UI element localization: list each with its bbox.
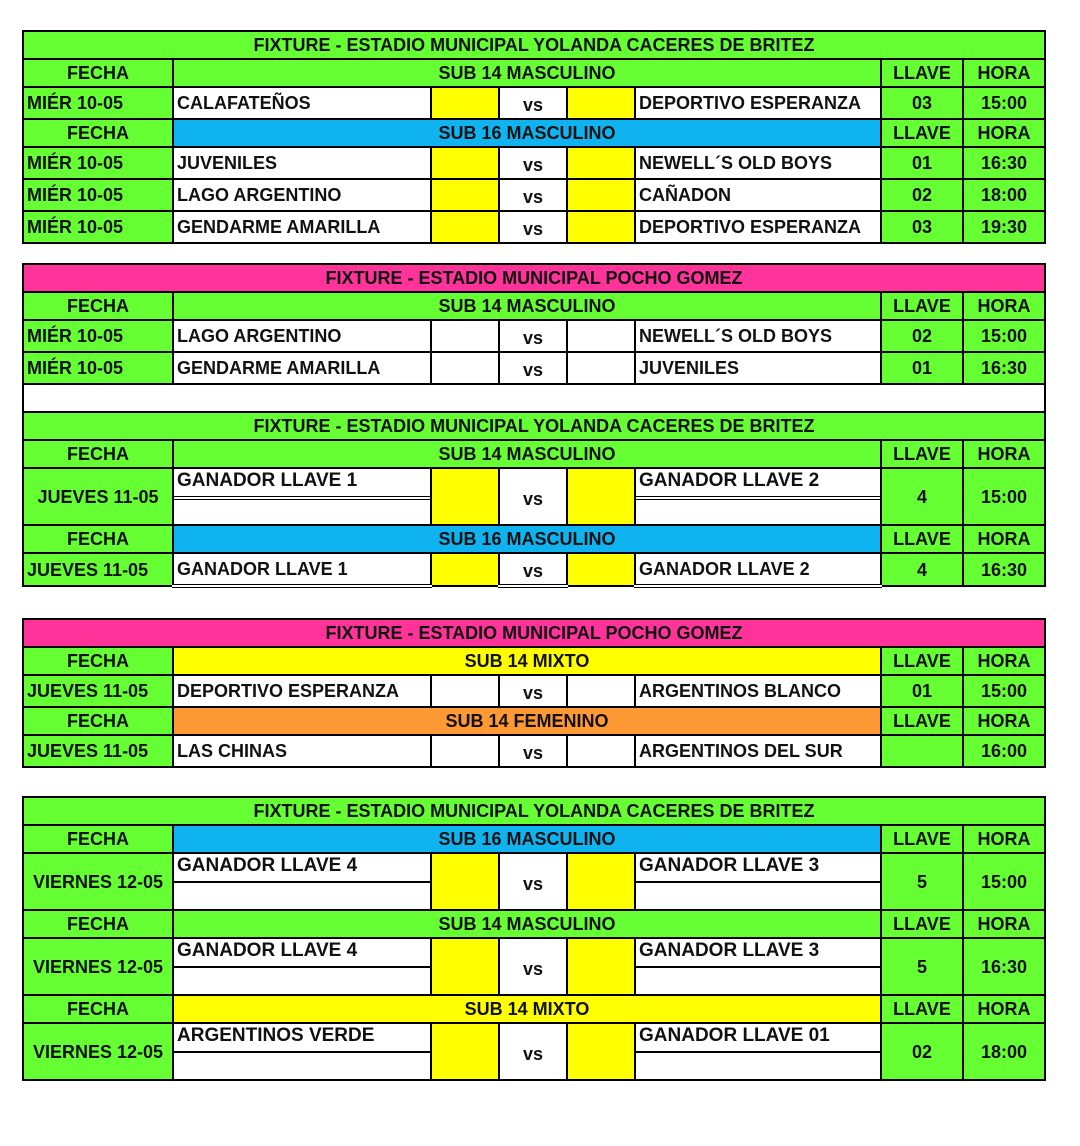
category-header-row <box>23 119 1045 147</box>
match-llave: 4 <box>881 468 963 525</box>
home-team: GANADOR LLAVE 1 <box>177 470 358 491</box>
category-header-row <box>23 647 1045 675</box>
hora-header: HORA <box>963 647 1045 675</box>
match-date: MIÉR 10-05 <box>23 147 173 179</box>
match-row <box>23 853 1045 910</box>
llave-header: LLAVE <box>881 525 963 553</box>
match-llave: 03 <box>881 87 963 119</box>
home-score-cell <box>431 468 499 525</box>
match-date: VIERNES 12-05 <box>23 853 173 910</box>
category-label: SUB 16 MASCULINO <box>173 119 881 147</box>
home-team: LAGO ARGENTINO <box>173 320 431 352</box>
home-score-cell <box>431 553 499 586</box>
away-team-cell <box>635 468 881 525</box>
fecha-header: FECHA <box>23 707 173 735</box>
llave-header: LLAVE <box>881 647 963 675</box>
away-score-cell <box>567 1023 635 1080</box>
match-llave: 01 <box>881 147 963 179</box>
match-hora: 16:30 <box>963 553 1045 586</box>
away-score-cell <box>567 853 635 910</box>
category-header-row <box>23 292 1045 320</box>
away-score-cell <box>567 938 635 995</box>
match-hora: 18:00 <box>963 179 1045 211</box>
home-team: GANADOR LLAVE 4 <box>177 940 358 961</box>
llave-header: LLAVE <box>881 440 963 468</box>
fixture-title-row <box>23 412 1045 440</box>
match-row <box>23 735 1045 767</box>
match-hora: 19:30 <box>963 211 1045 243</box>
home-score-cell <box>431 675 499 707</box>
match-llave <box>881 735 963 767</box>
match-hora: 16:30 <box>963 352 1045 384</box>
home-score-cell <box>431 735 499 767</box>
fixture-table-2 <box>22 263 1046 588</box>
match-hora: 16:30 <box>963 938 1045 995</box>
fecha-header: FECHA <box>23 825 173 853</box>
match-llave: 5 <box>881 938 963 995</box>
away-team-cell <box>635 1023 881 1080</box>
fecha-header: FECHA <box>23 119 173 147</box>
match-date: JUEVES 11-05 <box>23 735 173 767</box>
category-label: SUB 16 MASCULINO <box>173 825 881 853</box>
match-hora: 16:30 <box>963 147 1045 179</box>
home-team-blank <box>174 966 430 992</box>
away-score-cell <box>567 320 635 352</box>
vs-label: vs <box>499 853 567 910</box>
match-llave: 02 <box>881 320 963 352</box>
hora-header: HORA <box>963 825 1045 853</box>
vs-label: vs <box>499 1023 567 1080</box>
fecha-header: FECHA <box>23 59 173 87</box>
vs-label: vs <box>499 211 567 243</box>
fixture-title-row <box>23 797 1045 825</box>
match-date: JUEVES 11-05 <box>23 468 173 525</box>
fixture-title: FIXTURE - ESTADIO MUNICIPAL POCHO GOMEZ <box>23 619 1045 647</box>
match-hora: 15:00 <box>963 87 1045 119</box>
hora-header: HORA <box>963 910 1045 938</box>
category-label: SUB 14 MASCULINO <box>173 440 881 468</box>
away-score-cell <box>567 735 635 767</box>
home-team-blank <box>174 1051 430 1077</box>
away-team-blank <box>636 966 880 992</box>
hora-header: HORA <box>963 119 1045 147</box>
vs-label: vs <box>499 468 567 525</box>
fixture-title: FIXTURE - ESTADIO MUNICIPAL YOLANDA CACERES DE BRITEZ <box>23 797 1045 825</box>
home-score-cell <box>431 352 499 384</box>
match-hora: 15:00 <box>963 468 1045 525</box>
hora-header: HORA <box>963 440 1045 468</box>
away-team-blank <box>636 496 880 524</box>
hora-header: HORA <box>963 707 1045 735</box>
home-score-cell <box>431 179 499 211</box>
vs-label: vs <box>499 147 567 179</box>
home-team-blank <box>174 496 430 524</box>
away-score-cell <box>567 211 635 243</box>
hora-header: HORA <box>963 59 1045 87</box>
match-hora: 18:00 <box>963 1023 1045 1080</box>
vs-label: vs <box>499 553 567 586</box>
away-team: ARGENTINOS DEL SUR <box>635 735 881 767</box>
match-date: VIERNES 12-05 <box>23 938 173 995</box>
match-row <box>23 211 1045 243</box>
match-row <box>23 87 1045 119</box>
match-llave: 4 <box>881 553 963 586</box>
away-score-cell <box>567 468 635 525</box>
match-llave: 5 <box>881 853 963 910</box>
match-llave: 01 <box>881 675 963 707</box>
match-date: MIÉR 10-05 <box>23 179 173 211</box>
home-team: JUVENILES <box>173 147 431 179</box>
match-hora: 15:00 <box>963 853 1045 910</box>
home-team: GANADOR LLAVE 1 <box>173 553 431 586</box>
home-team: DEPORTIVO ESPERANZA <box>173 675 431 707</box>
match-row <box>23 147 1045 179</box>
llave-header: LLAVE <box>881 825 963 853</box>
match-row <box>23 553 1045 586</box>
home-team-cell <box>173 853 431 910</box>
llave-header: LLAVE <box>881 292 963 320</box>
away-team: DEPORTIVO ESPERANZA <box>635 211 881 243</box>
fixture-table-3 <box>22 618 1046 768</box>
away-team: GANADOR LLAVE 3 <box>639 940 820 961</box>
match-row <box>23 468 1045 525</box>
fixture-title: FIXTURE - ESTADIO MUNICIPAL YOLANDA CACERES DE BRITEZ <box>23 412 1045 440</box>
home-score-cell <box>431 211 499 243</box>
home-score-cell <box>431 1023 499 1080</box>
home-score-cell <box>431 853 499 910</box>
match-row <box>23 938 1045 995</box>
hora-header: HORA <box>963 525 1045 553</box>
match-llave: 02 <box>881 1023 963 1080</box>
home-team-cell <box>173 468 431 525</box>
away-score-cell <box>567 179 635 211</box>
away-score-cell <box>567 553 635 586</box>
llave-header: LLAVE <box>881 995 963 1023</box>
away-team: GANADOR LLAVE 2 <box>639 470 820 491</box>
category-label: SUB 14 MIXTO <box>173 995 881 1023</box>
away-team: ARGENTINOS BLANCO <box>635 675 881 707</box>
hora-header: HORA <box>963 292 1045 320</box>
away-score-cell <box>567 675 635 707</box>
home-score-cell <box>431 938 499 995</box>
spacer-row <box>23 384 1045 412</box>
vs-label: vs <box>499 675 567 707</box>
match-llave: 01 <box>881 352 963 384</box>
home-score-cell <box>431 320 499 352</box>
home-team: LAS CHINAS <box>173 735 431 767</box>
away-team-cell <box>635 853 881 910</box>
match-date: VIERNES 12-05 <box>23 1023 173 1080</box>
fecha-header: FECHA <box>23 910 173 938</box>
category-header-row <box>23 707 1045 735</box>
match-hora: 16:00 <box>963 735 1045 767</box>
category-header-row <box>23 59 1045 87</box>
vs-label: vs <box>499 735 567 767</box>
match-hora: 15:00 <box>963 675 1045 707</box>
vs-label: vs <box>499 938 567 995</box>
match-row <box>23 675 1045 707</box>
category-label: SUB 14 MASCULINO <box>173 59 881 87</box>
fecha-header: FECHA <box>23 525 173 553</box>
vs-label: vs <box>499 352 567 384</box>
llave-header: LLAVE <box>881 910 963 938</box>
match-date: MIÉR 10-05 <box>23 87 173 119</box>
away-team: DEPORTIVO ESPERANZA <box>635 87 881 119</box>
away-team: CAÑADON <box>635 179 881 211</box>
home-team: GENDARME AMARILLA <box>173 352 431 384</box>
home-team-cell <box>173 938 431 995</box>
match-date: JUEVES 11-05 <box>23 553 173 586</box>
match-row <box>23 320 1045 352</box>
away-team: GANADOR LLAVE 3 <box>639 855 820 876</box>
category-header-row <box>23 825 1045 853</box>
away-team: NEWELL´S OLD BOYS <box>635 320 881 352</box>
fecha-header: FECHA <box>23 440 173 468</box>
match-llave: 03 <box>881 211 963 243</box>
fecha-header: FECHA <box>23 292 173 320</box>
category-header-row <box>23 525 1045 553</box>
away-team-blank <box>636 1051 880 1077</box>
fixture-title-row <box>23 619 1045 647</box>
llave-header: LLAVE <box>881 119 963 147</box>
home-team-cell <box>173 1023 431 1080</box>
fixture-title: FIXTURE - ESTADIO MUNICIPAL YOLANDA CACERES DE BRITEZ <box>23 31 1045 59</box>
match-date: MIÉR 10-05 <box>23 211 173 243</box>
fecha-header: FECHA <box>23 995 173 1023</box>
llave-header: LLAVE <box>881 59 963 87</box>
away-team: NEWELL´S OLD BOYS <box>635 147 881 179</box>
fixture-table-4 <box>22 796 1046 1081</box>
home-score-cell <box>431 87 499 119</box>
fecha-header: FECHA <box>23 647 173 675</box>
fixture-title-row <box>23 264 1045 292</box>
home-team: ARGENTINOS VERDE <box>177 1025 375 1046</box>
match-date: JUEVES 11-05 <box>23 675 173 707</box>
home-score-cell <box>431 147 499 179</box>
hora-header: HORA <box>963 995 1045 1023</box>
category-header-row <box>23 440 1045 468</box>
away-score-cell <box>567 87 635 119</box>
match-row <box>23 352 1045 384</box>
away-score-cell <box>567 147 635 179</box>
away-team-blank <box>636 881 880 907</box>
away-score-cell <box>567 352 635 384</box>
category-header-row <box>23 995 1045 1023</box>
match-hora: 15:00 <box>963 320 1045 352</box>
category-label: SUB 14 MASCULINO <box>173 910 881 938</box>
home-team-blank <box>174 881 430 907</box>
category-header-row <box>23 910 1045 938</box>
vs-label: vs <box>499 320 567 352</box>
home-team: GENDARME AMARILLA <box>173 211 431 243</box>
away-team: GANADOR LLAVE 01 <box>639 1025 830 1046</box>
category-label: SUB 14 MIXTO <box>173 647 881 675</box>
category-label: SUB 16 MASCULINO <box>173 525 881 553</box>
away-team: JUVENILES <box>635 352 881 384</box>
fixture-table-1 <box>22 30 1046 244</box>
match-date: MIÉR 10-05 <box>23 352 173 384</box>
llave-header: LLAVE <box>881 707 963 735</box>
match-row <box>23 1023 1045 1080</box>
home-team: CALAFATEÑOS <box>173 87 431 119</box>
home-team: GANADOR LLAVE 4 <box>177 855 358 876</box>
away-team: GANADOR LLAVE 2 <box>635 553 881 586</box>
vs-label: vs <box>499 87 567 119</box>
match-llave: 02 <box>881 179 963 211</box>
vs-label: vs <box>499 179 567 211</box>
away-team-cell <box>635 938 881 995</box>
fixture-title-row <box>23 31 1045 59</box>
match-row <box>23 179 1045 211</box>
fixture-title: FIXTURE - ESTADIO MUNICIPAL POCHO GOMEZ <box>23 264 1045 292</box>
home-team: LAGO ARGENTINO <box>173 179 431 211</box>
match-date: MIÉR 10-05 <box>23 320 173 352</box>
category-label: SUB 14 MASCULINO <box>173 292 881 320</box>
spacer-cell <box>23 384 1045 412</box>
category-label: SUB 14 FEMENINO <box>173 707 881 735</box>
